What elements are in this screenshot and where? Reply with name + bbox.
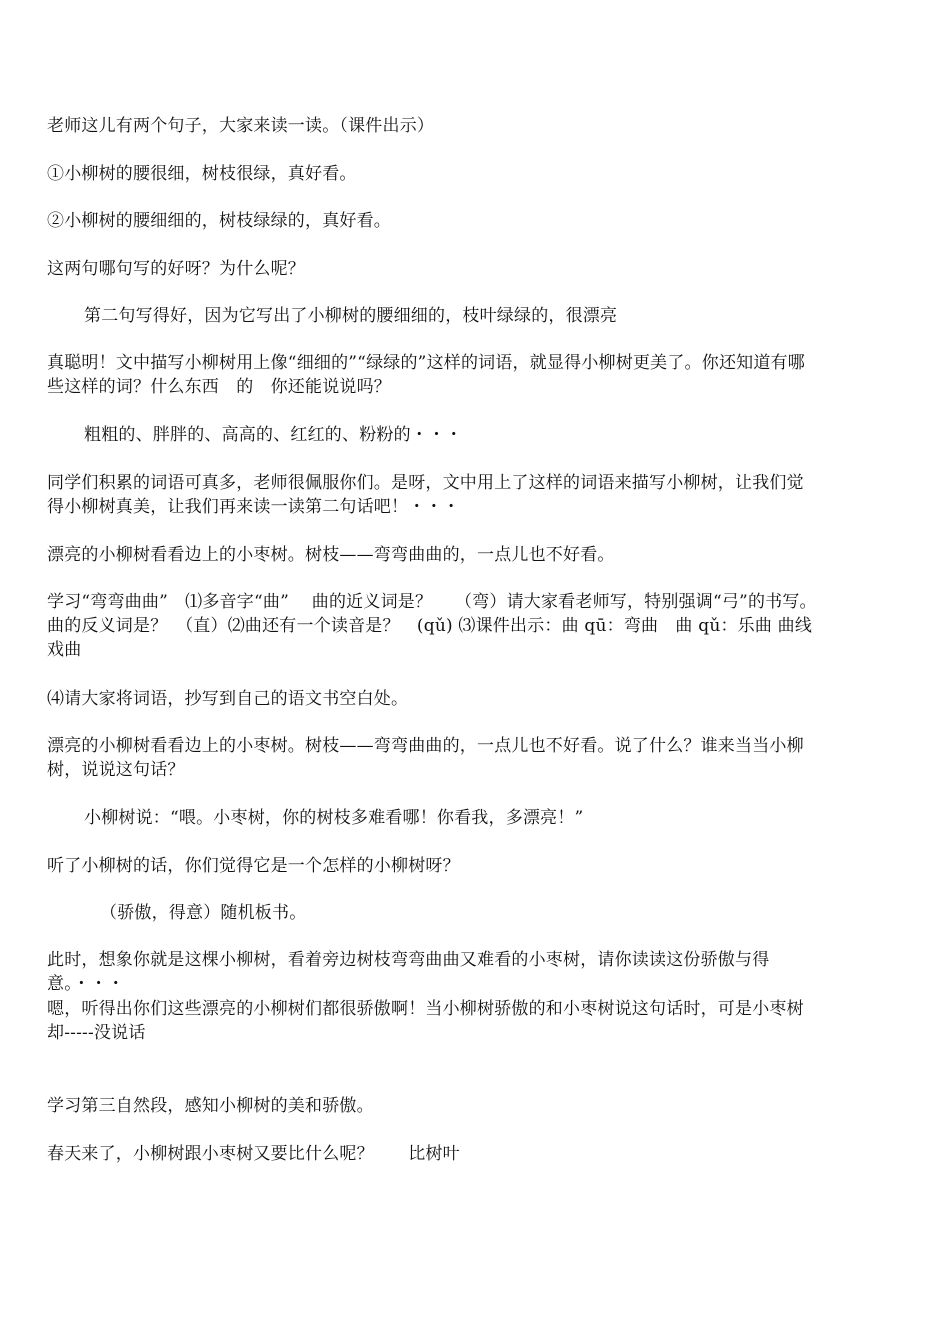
paragraph: 此时，想象你就是这棵小柳树，看着旁边树枝弯弯曲曲又难看的小枣树，请你读读这份骄傲与得意。・・・: [47, 950, 770, 994]
paragraph: 漂亮的小柳树看看边上的小枣树。树枝——弯弯曲曲的，一点儿也不好看。说了什么？谁来当当小柳树，说说这句话？: [47, 736, 804, 780]
paragraph: 学习第三自然段，感知小柳树的美和骄傲。: [47, 1096, 374, 1116]
paragraph: 听了小柳树的话，你们觉得它是一个怎样的小柳树呀？: [47, 856, 460, 876]
paragraph: ①小柳树的腰很细，树枝很绿，真好看。: [47, 164, 357, 184]
paragraph: ②小柳树的腰细细的，树枝绿绿的，真好看。: [47, 211, 391, 231]
paragraph: （骄傲，得意）随机板书。: [100, 903, 307, 923]
paragraph: 学习“弯弯曲曲” ⑴多音字“曲” 曲的近义词是？ （弯）请大家看老师写，特别强调“弓”的书写。曲的反义词是？ （直）⑵曲还有一个读音是？ (qǔ) ⑶课件出示：曲 qū：弯曲 曲 qǔ：乐曲 曲线 戏曲: [47, 592, 818, 660]
paragraph: 第二句写得好，因为它写出了小柳树的腰细细的，枝叶绿绿的，很漂亮: [84, 306, 618, 326]
paragraph: 老师这儿有两个句子，大家来读一读。（课件出示）: [47, 116, 435, 136]
paragraph: 粗粗的、胖胖的、高高的、红红的、粉粉的・・・: [84, 425, 463, 445]
paragraph: 漂亮的小柳树看看边上的小枣树。树枝——弯弯曲曲的，一点儿也不好看。: [47, 545, 615, 565]
paragraph: ⑷请大家将词语，抄写到自己的语文书空白处。: [47, 689, 409, 709]
paragraph: 同学们积累的词语可真多，老师很佩服你们。是呀，文中用上了这样的词语来描写小柳树，让我们觉得小柳树真美，让我们再来读一读第二句话吧！・・・: [47, 473, 804, 517]
paragraph: 这两句哪句写的好呀？为什么呢？: [47, 259, 305, 279]
paragraph: 真聪明！文中描写小柳树用上像“细细的”“绿绿的”这样的词语，就显得小柳树更美了。你还知道有哪些这样的词？什么东西 的 你还能说说吗？: [47, 353, 805, 397]
paragraph: 小柳树说：“喂。小枣树，你的树枝多难看哪！你看我，多漂亮！”: [84, 808, 584, 828]
paragraph: 春天来了，小柳树跟小枣树又要比什么呢？ 比树叶: [47, 1144, 460, 1164]
paragraph: 嗯，听得出你们这些漂亮的小柳树们都很骄傲啊！当小柳树骄傲的和小枣树说这句话时，可是小枣树却-----没说话: [47, 999, 804, 1043]
